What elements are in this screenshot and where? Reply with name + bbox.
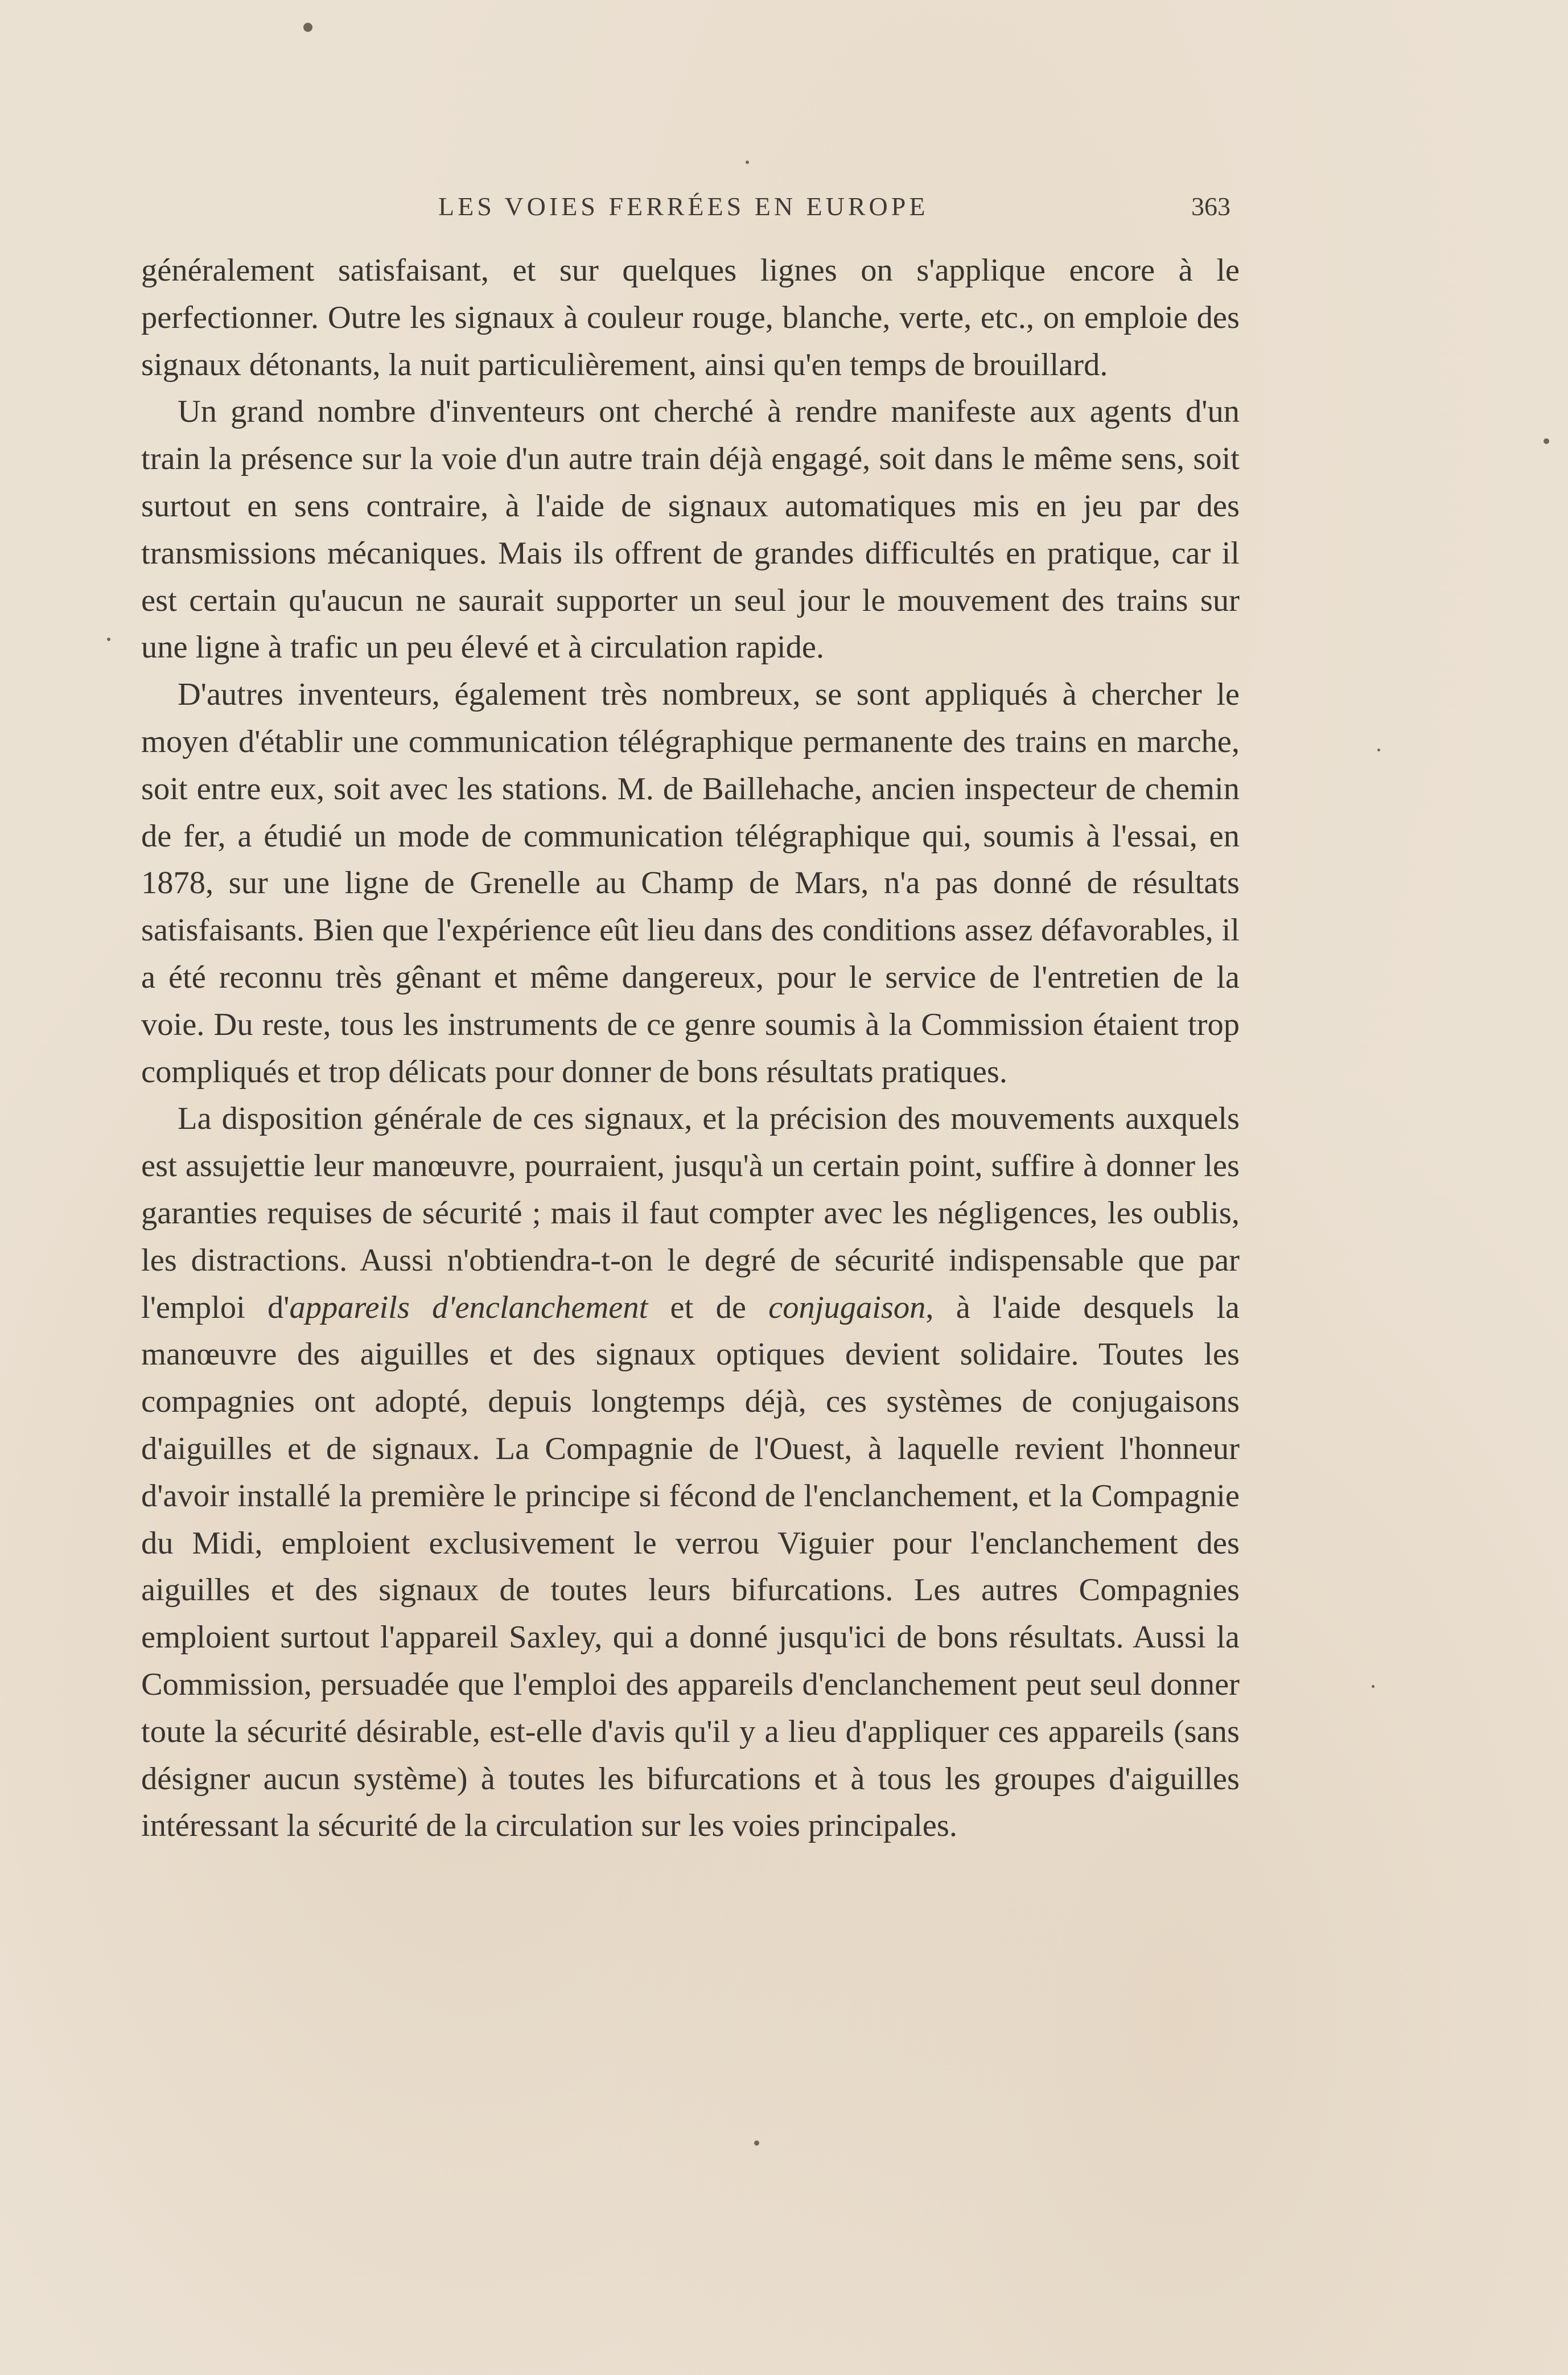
paper-speck	[1544, 438, 1549, 444]
page-number: 363	[1191, 192, 1230, 221]
running-title: LES VOIES FERRÉES EN EUROPE	[438, 192, 929, 221]
paper-speck	[303, 23, 312, 32]
paragraph-4-italic-term-2: conjugaison	[768, 1289, 926, 1325]
paper-speck	[1377, 749, 1380, 751]
paper-speck	[1372, 1685, 1374, 1688]
body-text	[141, 247, 1240, 1850]
paragraph-2: Un grand nombre d'inventeurs ont cherché à rendre manifeste aux agents d'un train la présence sur la voie d'un autre train déjà engagé, soit dans le même sens, soit surtout en sens contraire, à l'aide de signaux automatiques mis en jeu par des transmissions mécaniques. Mais ils offrent de grandes difficultés en pratique, car il est certain qu'aucun ne saurait supporter un seul jour le mouvement des trains sur une ligne à trafic un peu élevé et à circulation rapide.	[141, 394, 1240, 665]
paragraph-4	[141, 1095, 1240, 1850]
paragraph-4-text-before: La disposition générale de ces signaux, et la précision des mouvements auxquels est assujettie leur manœuvre, pourraient, jusqu'à un certain point, suffire à donner les garanties requises de sécurité ; mais il faut compter avec les négligences, les oublis, les distractions. Aussi n'obtiendra-t-on le degré de sécurité indispensable que par l'emploi d'	[141, 1101, 1240, 1325]
paper-speck	[746, 161, 749, 164]
paragraph-4-text-middle: et de	[648, 1289, 769, 1325]
paragraph-3: D'autres inventeurs, également très nombreux, se sont appliqués à chercher le moyen d'établir une communication télégraphique permanente des trains en marche, soit entre eux, soit avec les stations. M. de Baillehache, ancien inspecteur de chemin de fer, a étudié un mode de communication télégraphique qui, soumis à l'essai, en 1878, sur une ligne de Grenelle au Champ de Mars, n'a pas donné de résultats satisfaisants. Bien que l'expérience eût lieu dans des conditions assez défavorables, il a été reconnu très gênant et même dangereux, pour le service de l'entretien de la voie. Du reste, tous les instruments de ce genre soumis à la Commission étaient trop compliqués et trop délicats pour donner de bons résultats pratiques.	[141, 677, 1240, 1090]
paragraph-4-italic-term-1: appareils d'enclanchement	[289, 1289, 648, 1325]
paragraph-4-text-after: , à l'aide desquels la manœuvre des aiguilles et des signaux optiques devient solidaire. Toutes les compagnies ont adopté, depuis longtemps déjà, ces systèmes de conjugaisons d'aiguilles et de signaux. La Compagnie de l'Ouest, à laquelle revient l'honneur d'avoir installé la première le principe si fécond de l'enclanchement, et la Compagnie du Midi, emploient exclusivement le verrou Viguier pour l'enclanchement des aiguilles et des signaux de toutes leurs bifurcations. Les autres Compagnies emploient surtout l'appareil Saxley, qui a donné jusqu'ici de bons résultats. Aussi la Commission, persuadée que l'emploi des appareils d'enclanchement peut seul donner toute la sécurité désirable, est-elle d'avis qu'il y a lieu d'appliquer ces appareils (sans désigner aucun système) à toutes les bifurcations et à tous les groupes d'aiguilles intéressant la sécurité de la circulation sur les voies principales.	[141, 1289, 1240, 1844]
paragraph-1: généralement satisfaisant, et sur quelques lignes on s'applique encore à le perfectionner. Outre les signaux à couleur rouge, blanche, verte, etc., on emploie des signaux détonants, la nuit particulièrement, ainsi qu'en temps de brouillard.	[141, 253, 1240, 383]
paper-speck	[754, 2140, 759, 2146]
paper-speck	[107, 638, 110, 641]
